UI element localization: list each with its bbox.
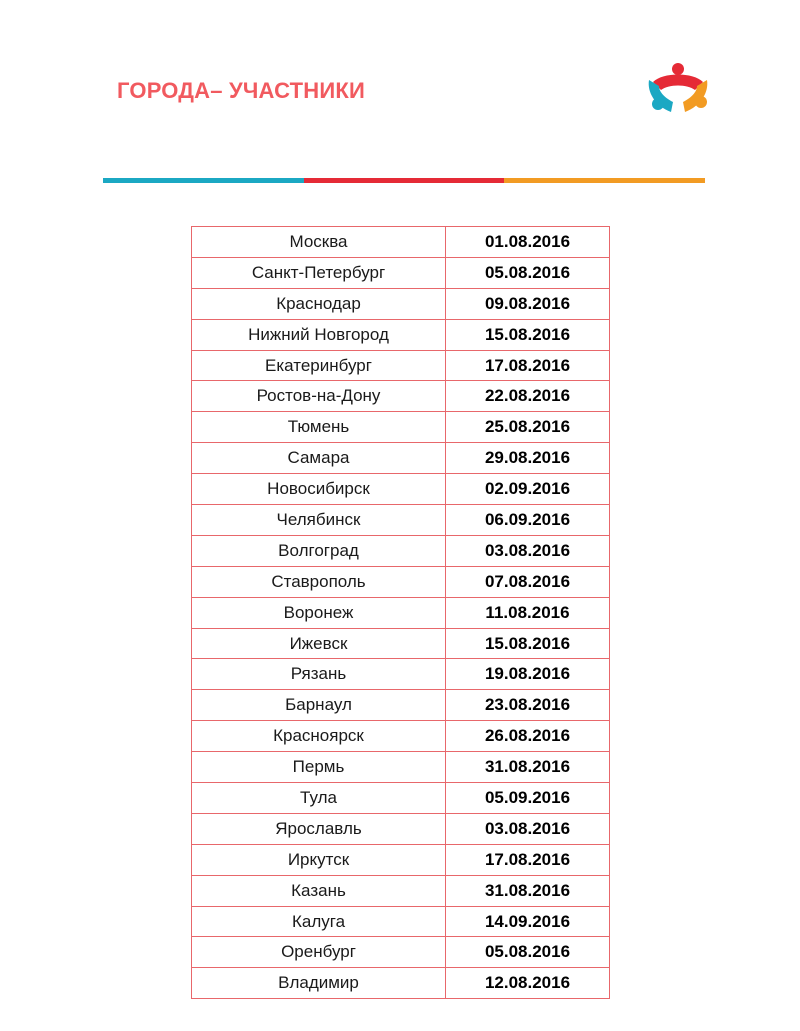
table-row xyxy=(192,505,610,536)
city-cell: Иркутск xyxy=(192,844,446,875)
table-row xyxy=(192,628,610,659)
table-row xyxy=(192,227,610,258)
city-cell: Ярославль xyxy=(192,813,446,844)
page-title: ГОРОДА– УЧАСТНИКИ xyxy=(117,78,366,103)
divider-segment-blue xyxy=(103,178,304,183)
city-cell: Челябинск xyxy=(192,505,446,536)
city-cell: Волгоград xyxy=(192,535,446,566)
date-cell: 25.08.2016 xyxy=(446,412,610,443)
table-row xyxy=(192,659,610,690)
table-row xyxy=(192,443,610,474)
date-cell: 03.08.2016 xyxy=(446,813,610,844)
date-cell: 22.08.2016 xyxy=(446,381,610,412)
table-row xyxy=(192,412,610,443)
date-cell: 26.08.2016 xyxy=(446,721,610,752)
table-row xyxy=(192,288,610,319)
date-cell: 31.08.2016 xyxy=(446,875,610,906)
table-row xyxy=(192,535,610,566)
divider-segment-red xyxy=(304,178,505,183)
date-cell: 15.08.2016 xyxy=(446,628,610,659)
city-cell: Ижевск xyxy=(192,628,446,659)
city-cell: Барнаул xyxy=(192,690,446,721)
people-circle-logo-icon xyxy=(645,60,711,118)
city-cell: Воронеж xyxy=(192,597,446,628)
date-cell: 02.09.2016 xyxy=(446,474,610,505)
city-cell: Москва xyxy=(192,227,446,258)
table-row xyxy=(192,844,610,875)
date-cell: 07.08.2016 xyxy=(446,566,610,597)
cities-table xyxy=(191,226,610,999)
table-row xyxy=(192,968,610,999)
city-cell: Казань xyxy=(192,875,446,906)
date-cell: 05.08.2016 xyxy=(446,937,610,968)
table-row xyxy=(192,937,610,968)
city-cell: Новосибирск xyxy=(192,474,446,505)
table-row xyxy=(192,783,610,814)
date-cell: 11.08.2016 xyxy=(446,597,610,628)
city-cell: Пермь xyxy=(192,752,446,783)
table-row xyxy=(192,474,610,505)
date-cell: 23.08.2016 xyxy=(446,690,610,721)
date-cell: 12.08.2016 xyxy=(446,968,610,999)
city-cell: Екатеринбург xyxy=(192,350,446,381)
divider-segment-orange xyxy=(504,178,705,183)
city-cell: Нижний Новгород xyxy=(192,319,446,350)
table-row xyxy=(192,690,610,721)
date-cell: 01.08.2016 xyxy=(446,227,610,258)
date-cell: 31.08.2016 xyxy=(446,752,610,783)
table-row xyxy=(192,906,610,937)
table-row xyxy=(192,566,610,597)
table-row xyxy=(192,875,610,906)
table-row xyxy=(192,597,610,628)
date-cell: 03.08.2016 xyxy=(446,535,610,566)
date-cell: 17.08.2016 xyxy=(446,350,610,381)
city-cell: Рязань xyxy=(192,659,446,690)
date-cell: 05.08.2016 xyxy=(446,257,610,288)
date-cell: 14.09.2016 xyxy=(446,906,610,937)
date-cell: 29.08.2016 xyxy=(446,443,610,474)
date-cell: 17.08.2016 xyxy=(446,844,610,875)
city-cell: Владимир xyxy=(192,968,446,999)
cities-table-body xyxy=(192,227,610,999)
city-cell: Калуга xyxy=(192,906,446,937)
date-cell: 15.08.2016 xyxy=(446,319,610,350)
city-cell: Красноярск xyxy=(192,721,446,752)
city-cell: Краснодар xyxy=(192,288,446,319)
table-row xyxy=(192,721,610,752)
date-cell: 19.08.2016 xyxy=(446,659,610,690)
city-cell: Санкт-Петербург xyxy=(192,257,446,288)
date-cell: 05.09.2016 xyxy=(446,783,610,814)
date-cell: 09.08.2016 xyxy=(446,288,610,319)
city-cell: Тюмень xyxy=(192,412,446,443)
city-cell: Ростов-на-Дону xyxy=(192,381,446,412)
tricolor-divider xyxy=(103,178,705,183)
city-cell: Ставрополь xyxy=(192,566,446,597)
date-cell: 06.09.2016 xyxy=(446,505,610,536)
table-row xyxy=(192,381,610,412)
table-row xyxy=(192,257,610,288)
table-row xyxy=(192,350,610,381)
table-row xyxy=(192,752,610,783)
city-cell: Самара xyxy=(192,443,446,474)
city-cell: Тула xyxy=(192,783,446,814)
city-cell: Оренбург xyxy=(192,937,446,968)
table-row xyxy=(192,319,610,350)
table-row xyxy=(192,813,610,844)
